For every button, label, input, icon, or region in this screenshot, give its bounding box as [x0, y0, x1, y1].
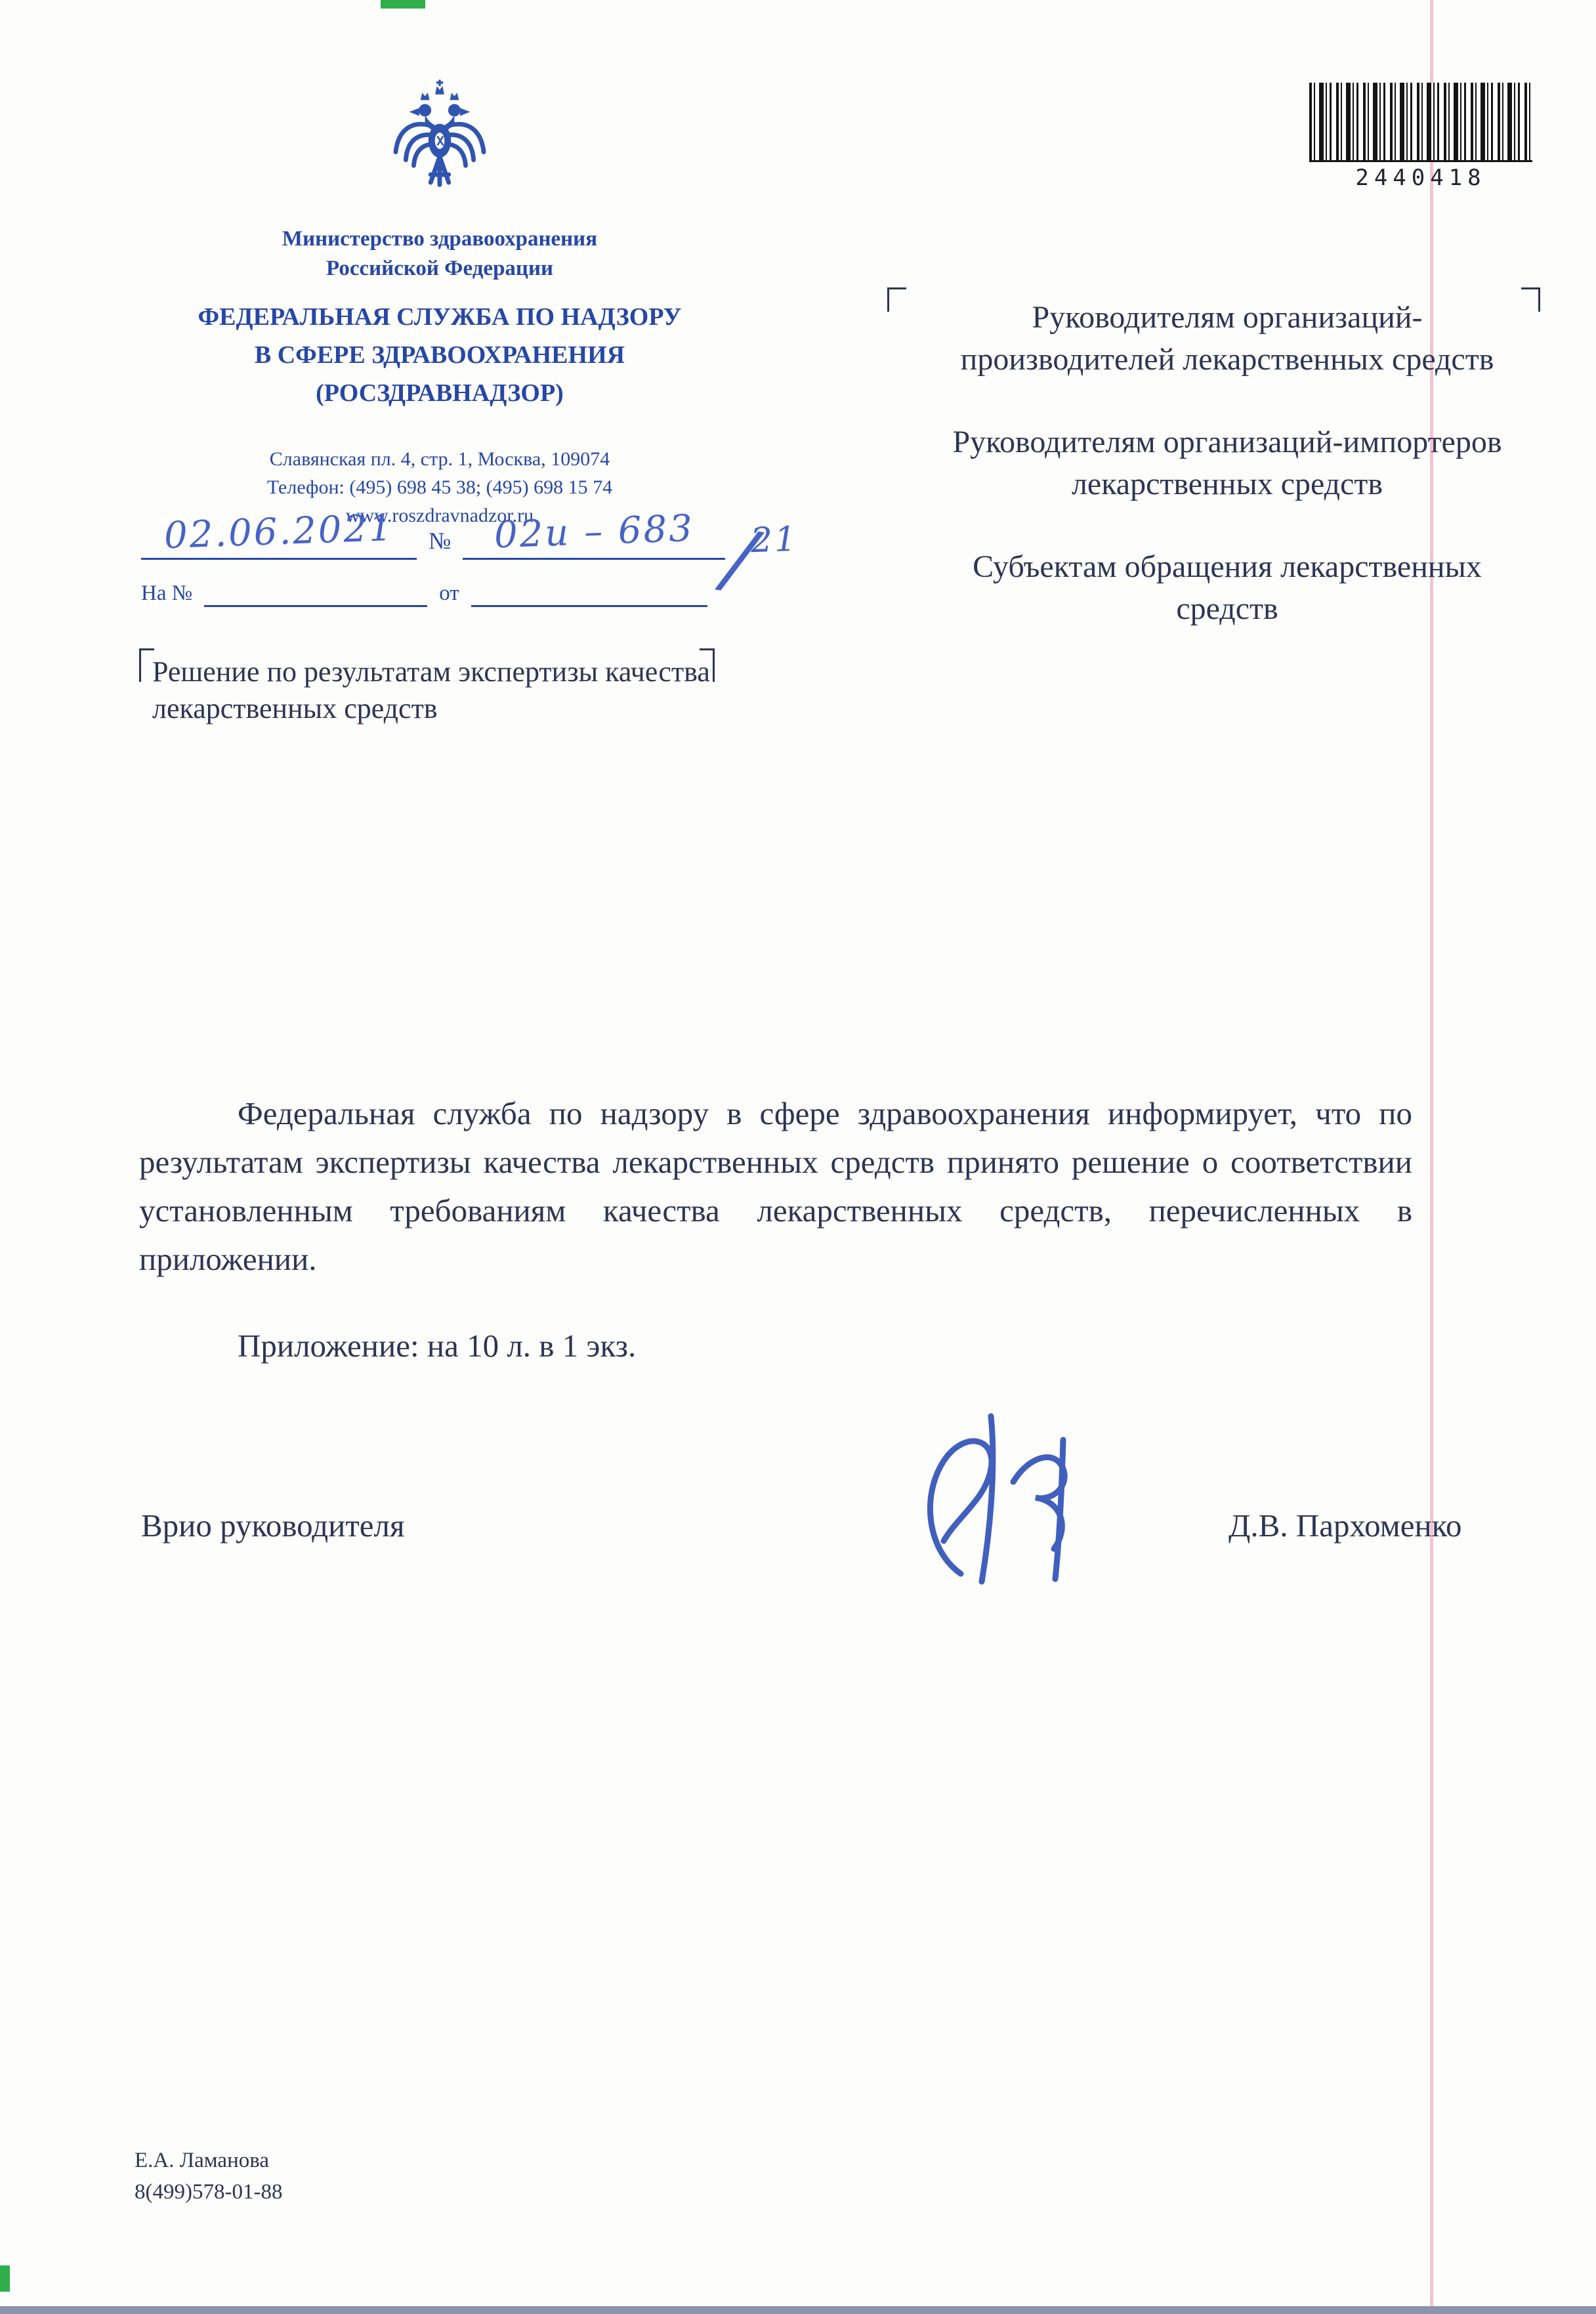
letterhead-phone: Телефон: (495) 698 45 38; (495) 698 15 74 — [266, 476, 613, 498]
ministry-name-line1: Министерство здравоохранения — [282, 227, 598, 251]
addressee-manufacturers: Руководителям организаций-производителей лекарственных средств — [960, 300, 1494, 377]
addressee-block — [938, 297, 1516, 671]
executor-phone: 8(499)578-01-88 — [135, 2180, 283, 2204]
service-name-line3: (РОСЗДРАВНАДЗОР) — [316, 379, 564, 407]
service-name-line1: ФЕДЕРАЛЬНАЯ СЛУЖБА ПО НАДЗОРУ — [198, 303, 682, 331]
barcode-number: 2440418 — [1355, 165, 1486, 191]
attachment-line: Приложение: на 10 л. в 1 экз. — [238, 1328, 637, 1364]
addressee-circulation-subjects: Субъектам обращения лекарственных средств — [973, 549, 1482, 626]
reply-from-label: от — [439, 581, 459, 605]
letterhead — [98, 77, 781, 530]
ministry-name-line2: Российской Федерации — [326, 257, 553, 280]
body-paragraph: Федеральная служба по надзору в сфере здравоохранения информирует, что по результатам экспертизы качества лекарственных средств принято решение о соответствии установленным требованиям качества лекарственных средств, перечисленных в приложении. — [139, 1095, 1412, 1277]
reply-reference-line — [141, 581, 876, 607]
handwritten-number: 02и – 683 — [493, 507, 695, 557]
executor-block — [135, 2145, 282, 2208]
number-sign: № — [429, 528, 452, 554]
executor-name: Е.А. Ламанова — [135, 2149, 270, 2172]
barcode — [1308, 83, 1534, 191]
reply-no-label: На № — [141, 581, 193, 605]
subject-text: Решение по результатам экспертизы качества лекарственных средств — [152, 656, 710, 725]
state-emblem-double-eagle-icon — [383, 77, 496, 207]
service-name-line2: В СФЕРЕ ЗДРАВООХРАНЕНИЯ — [254, 341, 625, 369]
barcode-bars-icon — [1309, 83, 1532, 162]
addressee-importers: Руководителям организаций-импортеров лекарственных средств — [952, 425, 1502, 501]
handwritten-date: 02.06.2021 — [163, 506, 395, 558]
letterhead-address: Славянская пл. 4, стр. 1, Москва, 109074 — [269, 448, 610, 470]
handwritten-slash: / — [719, 512, 761, 607]
scan-artifact-green-top — [381, 0, 425, 9]
date-underline — [141, 507, 417, 560]
number-underline — [463, 507, 725, 560]
handwritten-number-suffix: 21 — [749, 519, 799, 561]
letterhead-website: www.roszdravnadzor.ru — [345, 505, 534, 526]
handwritten-signature — [898, 1377, 1108, 1600]
addressee-corner-mark-left — [887, 287, 906, 312]
addressee-corner-mark-right — [1521, 287, 1540, 312]
reply-no-underline — [204, 581, 427, 607]
signer-name: Д.В. Пархоменко — [1228, 1507, 1462, 1544]
reply-from-underline — [471, 581, 707, 607]
scan-artifact-green-bottom — [0, 2265, 10, 2292]
scan-artifact-bottom-edge — [0, 2306, 1596, 2314]
signer-position-title: Врио руководителя — [141, 1507, 405, 1544]
